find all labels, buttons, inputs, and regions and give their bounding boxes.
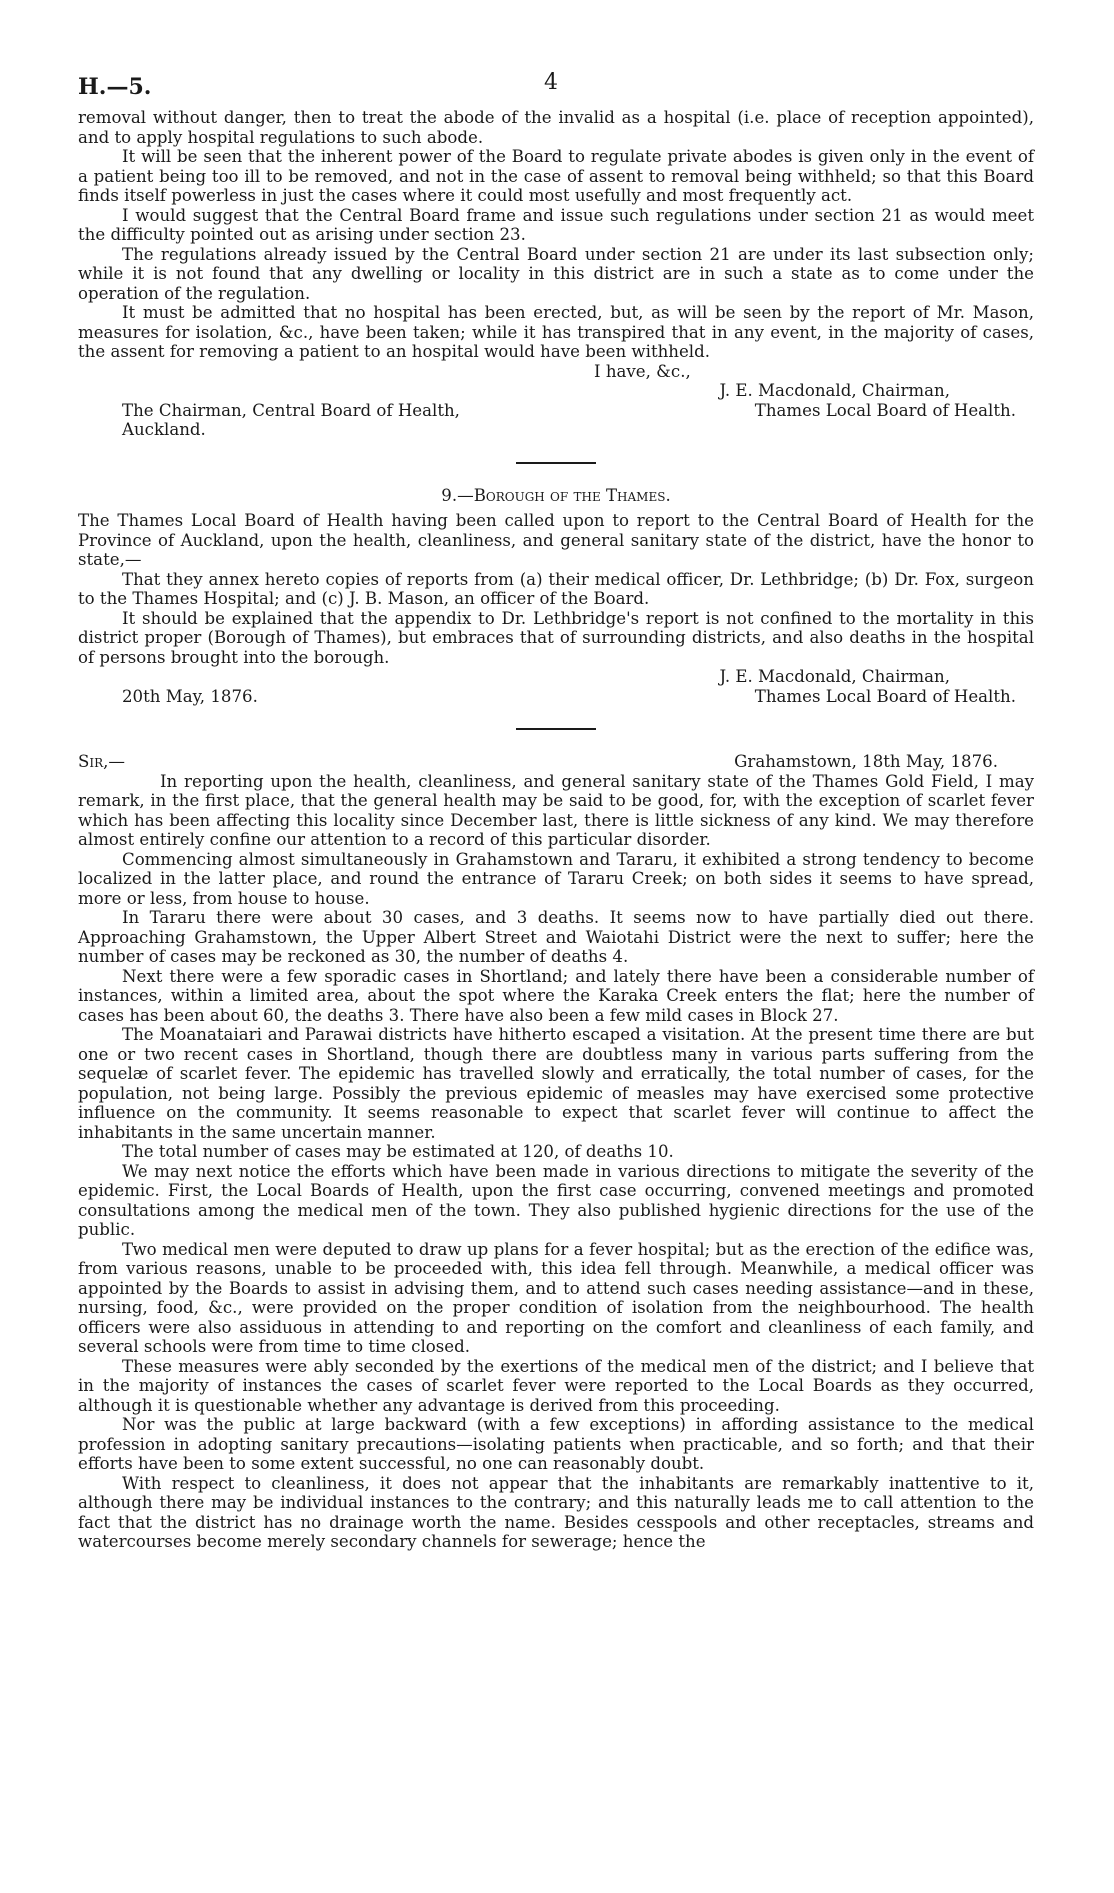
- paragraph: It should be explained that the appendix to Dr. Lethbridge's report is not confined to the mortality in this district proper (Borough of Thames), but embraces that of surrounding districts, and also deaths in the hospital of persons brought into the borough.: [78, 608, 1034, 667]
- paragraph: That they annex hereto copies of reports from (a) their medical officer, Dr. Lethbridge; (b) Dr. Fox, surgeon to the Thames Hospital; and (c) J. B. Mason, an officer of the Board.: [78, 569, 1034, 608]
- paragraph: I would suggest that the Central Board frame and issue such regulations under section 21 as would meet the difficulty pointed out as arising under section 23.: [78, 205, 1034, 244]
- paragraph: With respect to cleanliness, it does not appear that the inhabitants are remarkably inattentive to it, although there may be individual instances to the contrary; and this naturally leads me to call attention to the fact that the district has no drainage worth the name. Besides cesspools and other receptacles, streams and watercourses become merely secondary channels for sewerage; hence the: [78, 1473, 1034, 1551]
- paragraph: The Thames Local Board of Health having been called upon to report to the Central Board of Health for the Province of Auckland, upon the health, cleanliness, and general sanitary state of the district, have the honor to state,—: [78, 511, 1034, 569]
- page-number: 4: [544, 70, 558, 95]
- addressee: The Chairman, Central Board of Health, Auckland.: [122, 400, 460, 439]
- place-date: Grahamstown, 18th May, 1876.: [734, 752, 998, 771]
- paragraph: Commencing almost simultaneously in Grahamstown and Tararu, it exhibited a strong tendency to become localized in the latter place, and round the entrance of Tararu Creek; on both sides it seems to have spread, more or less, from house to house.: [78, 849, 1034, 908]
- paragraph: We may next notice the efforts which have been made in various directions to mitigate the severity of the epidemic. First, the Local Boards of Health, upon the first case occurring, convened meetings and promoted consultations among the medical men of the town. They also published hygienic directions for the use of the public.: [78, 1161, 1034, 1239]
- board-name: Thames Local Board of Health.: [754, 686, 1016, 706]
- salutation: Sir,—: [78, 752, 126, 771]
- section-divider: [516, 462, 596, 464]
- document-code: H.—5.: [78, 74, 152, 100]
- paragraph: removal without danger, then to treat the abode of the invalid as a hospital (i.e. place of reception appointed), and to apply hospital regulations to such abode.: [78, 108, 1034, 147]
- date: 20th May, 1876.: [122, 686, 258, 706]
- paragraph: In reporting upon the health, cleanliness, and general sanitary state of the Thames Gold Field, I may remark, in the first place, that the general health may be said to be good, for, with the exception of scarlet fever which has been affecting this locality since December last, there is little sickness of any kind. We may therefore almost entirely confine our attention to a record of this particular disorder.: [78, 771, 1034, 849]
- letter-continuation: [78, 108, 1034, 440]
- board-name: Thames Local Board of Health.: [754, 400, 1016, 420]
- paragraph: The regulations already issued by the Central Board under section 21 are under its last subsection only; while it is not found that any dwelling or locality in this district are in such a state as to come under the operation of the regulation.: [78, 244, 1034, 303]
- section-heading: 9.—Borough of the Thames.: [441, 485, 671, 505]
- document-page: [78, 60, 1034, 1552]
- signature-block: [78, 667, 1034, 706]
- signature-block: [78, 362, 1034, 440]
- paragraph: It will be seen that the inherent power of the Board to regulate private abodes is given only in the event of a patient being too ill to be removed, and not in the case of assent to removal being withheld; so that this Board finds itself powerless in just the cases where it could most usefully and most frequently act.: [78, 147, 1034, 205]
- report-heading: [78, 752, 1034, 772]
- closing: I have, &c.,: [594, 361, 691, 381]
- paragraph: The Moanataiari and Parawai districts have hitherto escaped a visitation. At the present time there are but one or two recent cases in Shortland, though there are doubtless many in various parts suffering from the sequelæ of scarlet fever. The epidemic has travelled slowly and erratically, the total number of cases, for the population, not being large. Possibly the previous epidemic of measles may have exercised some protective influence on the community. It seems reasonable to expect that scarlet fever will continue to affect the inhabitants in the same uncertain manner.: [78, 1025, 1034, 1142]
- paragraph: These measures were ably seconded by the exertions of the medical men of the district; and I believe that in the majority of instances the cases of scarlet fever were reported to the Local Boards as they occurred, although it is questionable whether any advantage is derived from this proceeding.: [78, 1356, 1034, 1415]
- signatory: J. E. Macdonald, Chairman,: [719, 667, 950, 686]
- paragraph: Two medical men were deputed to draw up plans for a fever hospital; but as the erection of the edifice was, from various reasons, unable to be proceeded with, this idea fell through. Meanwhile, a medical officer was appointed by the Boards to assist in advising them, and to attend such cases needing assistance—and in these, nursing, food, &c., were provided on the proper condition of isolation from the neighbourhood. The health officers were also assiduous in attending to and reporting on the comfort and cleanliness of each family, and several schools were from time to time closed.: [78, 1239, 1034, 1356]
- paragraph: It must be admitted that no hospital has been erected, but, as will be seen by the report of Mr. Mason, measures for isolation, &c., have been taken; while it has transpired that in any event, in the majority of cases, the assent for removing a patient to an hospital would have been withheld.: [78, 303, 1034, 361]
- paragraph: Nor was the public at large backward (with a few exceptions) in affording assistance to the medical profession in adopting sanitary precautions—isolating patients when practicable, and so forth; and that their efforts have been to some extent successful, no one can reasonably doubt.: [78, 1415, 1034, 1473]
- borough-section: [78, 486, 1034, 707]
- mason-report: [78, 752, 1034, 1552]
- paragraph: The total number of cases may be estimated at 120, of deaths 10.: [122, 1142, 674, 1161]
- paragraph: Next there were a few sporadic cases in Shortland; and lately there have been a considerable number of instances, within a limited area, about the spot where the Karaka Creek enters the flat; here the number of cases has been about 60, the deaths 3. There have also been a few mild cases in Block 27.: [78, 966, 1034, 1025]
- signatory: J. E. Macdonald, Chairman,: [719, 381, 950, 400]
- paragraph: In Tararu there were about 30 cases, and 3 deaths. It seems now to have partially died out there. Approaching Grahamstown, the Upper Albert Street and Waiotahi District were the next to suffer; here the number of cases may be reckoned as 30, the number of deaths 4.: [78, 908, 1034, 966]
- page-header: [78, 60, 1034, 108]
- section-divider: [516, 728, 596, 730]
